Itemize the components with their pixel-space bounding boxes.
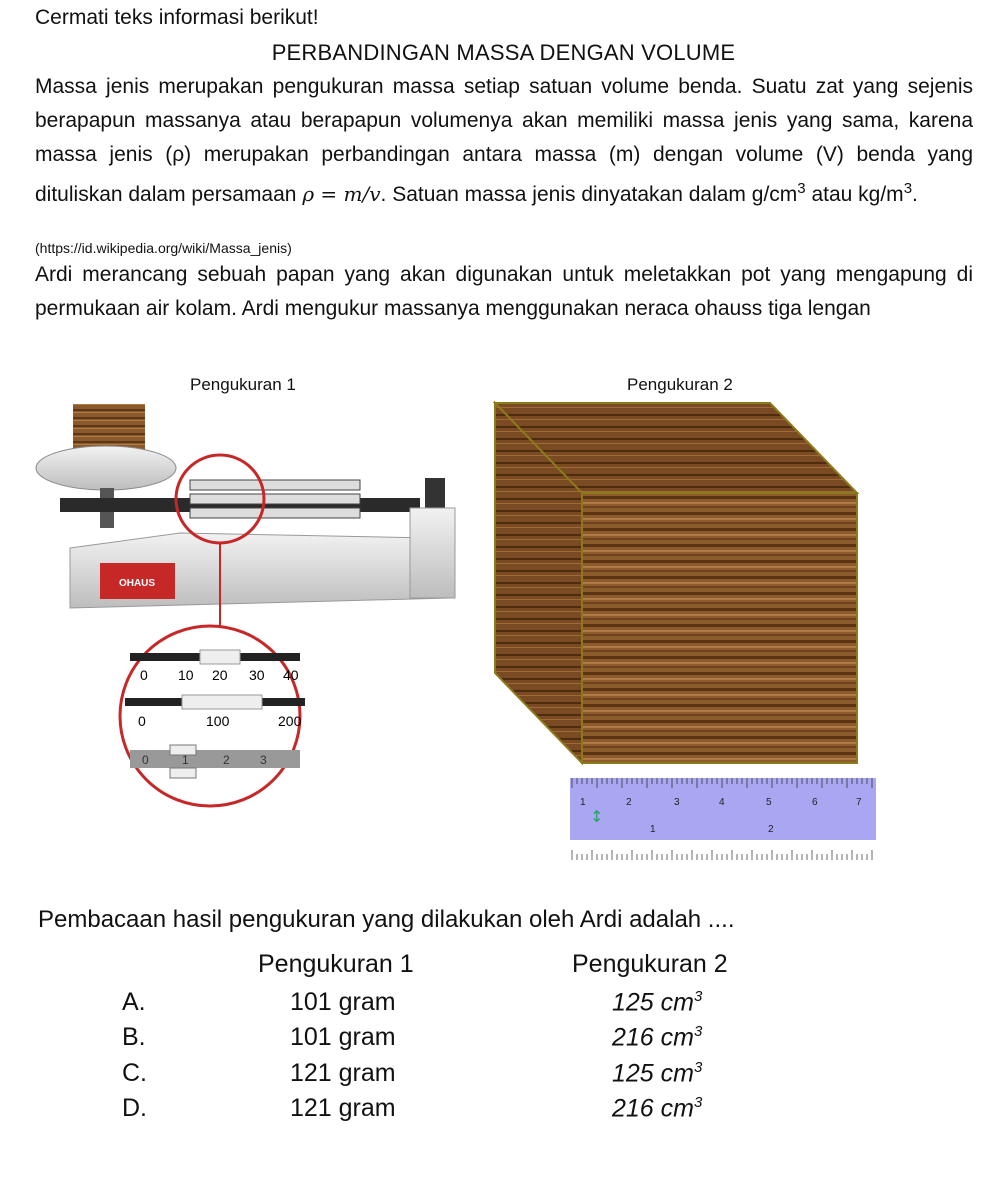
option-b-letter[interactable]: B.: [122, 1023, 146, 1051]
wood-cube-figure: [490, 398, 890, 868]
ruler-drag-icon: ↕: [590, 807, 604, 826]
option-c-mass: 121 gram: [290, 1059, 396, 1087]
unit-kgm-exponent: 3: [903, 180, 913, 197]
column-head-1: Pengukuran 1: [258, 950, 414, 978]
option-c-volume-value: 125 cm: [612, 1059, 694, 1088]
beam-mid-tick-0: 0: [138, 713, 146, 729]
ruler-cm-6: 6: [812, 797, 818, 808]
ruler-inch-1: 1: [650, 824, 656, 835]
balance-pan: [36, 446, 176, 490]
beam-bottom-tick-3: 3: [260, 753, 267, 767]
option-b-mass: 101 gram: [290, 1023, 396, 1051]
beam-middle: [190, 494, 360, 504]
beam-top-tick-0: 0: [140, 667, 148, 683]
option-d-volume: [612, 1094, 702, 1123]
beam-bottom: [190, 508, 360, 518]
option-d-letter[interactable]: D.: [122, 1094, 147, 1122]
ruler: [570, 766, 876, 861]
beam-top-tick-40: 40: [283, 667, 299, 683]
intro-text: Cermati teks informasi berikut!: [35, 6, 319, 29]
beam-mid-tick-100: 100: [206, 713, 230, 729]
option-c-volume: [612, 1059, 702, 1088]
triple-beam-balance-figure: [30, 398, 480, 818]
beam-top-tick-30: 30: [249, 667, 265, 683]
unit-kgm: kg/m: [858, 183, 904, 206]
unit-gcm: g/cm: [751, 183, 798, 206]
ruler-cm-5: 5: [766, 797, 772, 808]
unit-gcm-exponent: 3: [797, 180, 806, 197]
option-b-volume-value: 216 cm: [612, 1023, 694, 1052]
ruler-cm-3: 3: [674, 797, 680, 808]
option-c-volume-exp: 3: [693, 1059, 703, 1076]
beam-mid-tick-200: 200: [278, 713, 302, 729]
beam-top-tick-20: 20: [212, 667, 228, 683]
paragraph-1: [35, 70, 973, 212]
beam-top: [190, 480, 360, 490]
density-formula: ρ = m/v: [302, 182, 381, 206]
paragraph-1-part-d: .: [912, 183, 918, 206]
option-b-volume-exp: 3: [693, 1023, 703, 1040]
ruler-cm-7: 7: [856, 797, 862, 808]
option-a-mass: 101 gram: [290, 988, 396, 1016]
beam-bottom-tick-2: 2: [223, 753, 230, 767]
option-a-volume-exp: 3: [693, 988, 703, 1005]
cube-front-face: [582, 493, 857, 763]
option-b-volume: [612, 1023, 702, 1052]
column-head-2: Pengukuran 2: [572, 950, 728, 978]
brand-text: OHAUS: [118, 578, 156, 589]
balance-right-post: [410, 508, 455, 598]
page-title: PERBANDINGAN MASSA DENGAN VOLUME: [271, 40, 736, 65]
paragraph-1-part-a: Massa jenis merupakan pengukuran massa setiap satuan volume benda. Suatu zat yang sejenis berapapun massanya atau berapapun volumenya akan memiliki massa jenis yang sama, karena massa jenis (ρ) merupakan perbandingan antara massa (m) dengan volume (V) benda yang dituliskan dalam persamaan: [35, 75, 973, 206]
option-a-volume-value: 125 cm: [612, 988, 694, 1017]
ruler-cm-1: 1: [580, 797, 586, 808]
paragraph-1-part-c: atau: [805, 183, 859, 206]
option-a-letter[interactable]: A.: [122, 988, 146, 1016]
paragraph-1-part-b: . Satuan massa jenis dinyatakan dalam: [380, 183, 752, 206]
figure-2-label: Pengukuran 2: [627, 375, 733, 394]
option-d-volume-value: 216 cm: [612, 1094, 694, 1123]
figure-1-label: Pengukuran 1: [190, 375, 296, 394]
source-citation: (https://id.wikipedia.org/wiki/Massa_jenis): [35, 240, 292, 256]
beam-bottom-tick-1: 1: [182, 753, 189, 767]
option-d-volume-exp: 3: [693, 1094, 703, 1111]
option-d-mass: 121 gram: [290, 1094, 396, 1122]
beam-top-tick-10: 10: [178, 667, 194, 683]
option-c-letter[interactable]: C.: [122, 1059, 147, 1087]
ruler-inch-2: 2: [768, 824, 774, 835]
ruler-body: [570, 778, 876, 840]
ruler-cm-4: 4: [719, 797, 725, 808]
beam-bottom-tick-0: 0: [142, 753, 149, 767]
paragraph-2: Ardi merancang sebuah papan yang akan digunakan untuk meletakkan pot yang mengapung di permukaan air kolam. Ardi mengukur massanya menggunakan neraca ohauss tiga lengan: [35, 263, 973, 320]
ruler-cm-2: 2: [626, 797, 632, 808]
option-a-volume: [612, 988, 702, 1017]
question-text: Pembacaan hasil pengukuran yang dilakukan oleh Ardi adalah ....: [38, 906, 735, 933]
